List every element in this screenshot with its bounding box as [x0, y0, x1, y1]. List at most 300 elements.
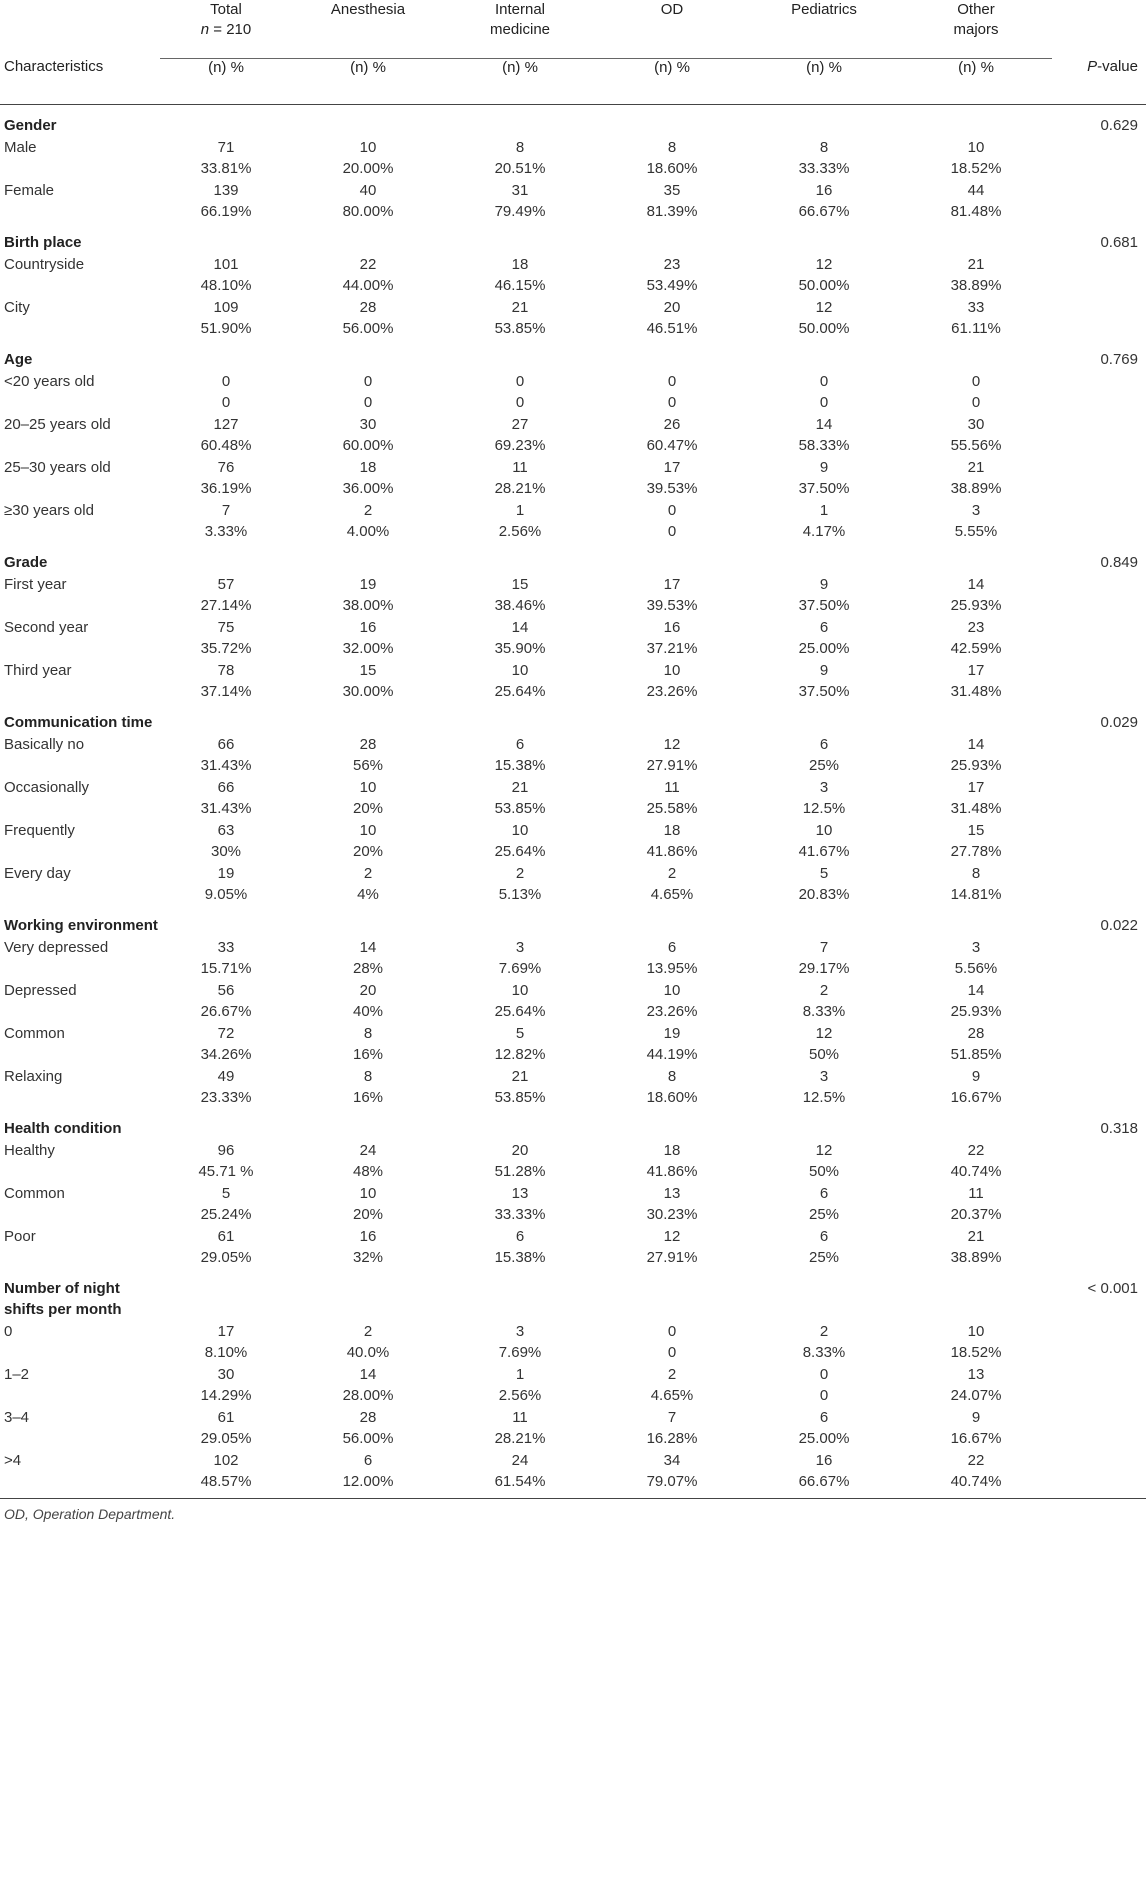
- count-cell: 22: [359, 255, 377, 273]
- percent-cell: 8.10%: [204, 1343, 248, 1361]
- percent-cell: 29.17%: [798, 959, 850, 977]
- percent-cell: 38.89%: [950, 479, 1002, 497]
- count-cell: 0: [971, 372, 981, 390]
- count-cell: 10: [967, 138, 985, 156]
- count-cell: 0: [667, 1322, 677, 1340]
- percent-cell: 50.00%: [798, 319, 850, 337]
- percent-cell: 37.50%: [798, 596, 850, 614]
- percent-cell: 81.48%: [950, 202, 1002, 220]
- characteristics-header: Characteristics: [0, 58, 160, 104]
- percent-cell: 48%: [352, 1162, 384, 1180]
- count-cell: 1: [819, 501, 829, 519]
- percent-cell: 8.33%: [802, 1343, 846, 1361]
- table-row-percent: [0, 595, 1146, 616]
- count-cell: 15: [967, 821, 985, 839]
- count-cell: 44: [967, 181, 985, 199]
- row-label: Relaxing: [4, 1067, 63, 1085]
- row-label: Healthy: [4, 1141, 55, 1159]
- percent-cell: 0: [667, 522, 677, 540]
- count-cell: 18: [663, 821, 681, 839]
- count-cell: 27: [511, 415, 529, 433]
- table-row-count: [0, 1449, 1146, 1471]
- p-value: 0.629: [1100, 116, 1138, 134]
- percent-cell: 16.67%: [950, 1429, 1002, 1447]
- table-row-percent: [0, 841, 1146, 862]
- count-cell: 1: [515, 501, 525, 519]
- count-cell: 6: [819, 618, 829, 636]
- count-cell: 12: [815, 298, 833, 316]
- row-label: >4: [4, 1451, 22, 1469]
- table-row-percent: [0, 958, 1146, 979]
- row-label: Occasionally: [4, 778, 90, 796]
- percent-cell: 45.71 %: [198, 1162, 254, 1180]
- count-cell: 6: [819, 1184, 829, 1202]
- percent-cell: 30.00%: [342, 682, 394, 700]
- unit-label: (n) %: [596, 58, 748, 104]
- p-value: 0.029: [1100, 713, 1138, 731]
- percent-cell: 18.52%: [950, 159, 1002, 177]
- row-label: Countryside: [4, 255, 85, 273]
- percent-cell: 69.23%: [494, 436, 546, 454]
- p-value: 0.849: [1100, 553, 1138, 571]
- count-cell: 10: [359, 821, 377, 839]
- table-row-count: [0, 1363, 1146, 1385]
- count-cell: 14: [511, 618, 529, 636]
- count-cell: 8: [667, 1067, 677, 1085]
- section-header-row: [0, 1268, 1146, 1320]
- count-cell: 19: [663, 1024, 681, 1042]
- table-row-percent: [0, 435, 1146, 456]
- count-cell: 5: [515, 1024, 525, 1042]
- percent-cell: 9.05%: [204, 885, 248, 903]
- table-row-count: [0, 253, 1146, 275]
- count-cell: 13: [967, 1365, 985, 1383]
- count-cell: 15: [511, 575, 529, 593]
- count-cell: 30: [217, 1365, 235, 1383]
- table-row-percent: [0, 478, 1146, 499]
- count-cell: 7: [667, 1408, 677, 1426]
- percent-cell: 12.5%: [802, 1088, 846, 1106]
- count-cell: 22: [967, 1451, 985, 1469]
- count-cell: 7: [221, 501, 231, 519]
- percent-cell: 25%: [808, 1248, 840, 1266]
- p-value: 0.681: [1100, 233, 1138, 251]
- percent-cell: 5.56%: [954, 959, 998, 977]
- count-cell: 11: [512, 1408, 528, 1426]
- count-cell: 21: [511, 298, 529, 316]
- table-row-count: [0, 1139, 1146, 1161]
- section-title: Working environment: [4, 916, 158, 934]
- percent-cell: 46.15%: [494, 276, 546, 294]
- percent-cell: 0: [971, 393, 981, 411]
- percent-cell: 32%: [352, 1248, 384, 1266]
- pvalue-header: P-value: [1052, 58, 1146, 104]
- percent-cell: 35.72%: [200, 639, 252, 657]
- count-cell: 9: [971, 1408, 981, 1426]
- count-cell: 11: [512, 458, 528, 476]
- percent-cell: 3.33%: [204, 522, 248, 540]
- percent-cell: 50.00%: [798, 276, 850, 294]
- count-cell: 21: [511, 778, 529, 796]
- percent-cell: 27.91%: [646, 1248, 698, 1266]
- table-row-count: [0, 862, 1146, 884]
- count-cell: 17: [663, 458, 681, 476]
- count-cell: 61: [217, 1408, 235, 1426]
- percent-cell: 25.93%: [950, 1002, 1002, 1020]
- table-row-percent: [0, 638, 1146, 659]
- count-cell: 3: [515, 1322, 525, 1340]
- count-cell: 72: [217, 1024, 235, 1042]
- percent-cell: 27.91%: [646, 756, 698, 774]
- table-row-percent: [0, 1087, 1146, 1108]
- row-label: First year: [4, 575, 67, 593]
- percent-cell: 20.51%: [494, 159, 546, 177]
- percent-cell: 41.86%: [646, 842, 698, 860]
- percent-cell: 7.69%: [498, 959, 542, 977]
- count-cell: 10: [359, 1184, 377, 1202]
- count-cell: 76: [217, 458, 235, 476]
- table-bottom-rule: [0, 1498, 1146, 1499]
- count-cell: 8: [667, 138, 677, 156]
- count-cell: 31: [511, 181, 529, 199]
- percent-cell: 0: [515, 393, 525, 411]
- row-label: Common: [4, 1184, 65, 1202]
- count-cell: 6: [819, 735, 829, 753]
- count-cell: 28: [359, 1408, 377, 1426]
- percent-cell: 7.69%: [498, 1343, 542, 1361]
- count-cell: 18: [359, 458, 377, 476]
- count-cell: 0: [515, 372, 525, 390]
- row-label: Basically no: [4, 735, 85, 753]
- table-footnote: OD, Operation Department.: [4, 1505, 176, 1522]
- table-row-percent: [0, 1204, 1146, 1225]
- row-label: 1–2: [4, 1365, 30, 1383]
- percent-cell: 34.26%: [200, 1045, 252, 1063]
- percent-cell: 53.85%: [494, 799, 546, 817]
- count-cell: 18: [663, 1141, 681, 1159]
- percent-cell: 29.05%: [200, 1248, 252, 1266]
- percent-cell: 15.38%: [494, 756, 546, 774]
- percent-cell: 56%: [352, 756, 384, 774]
- count-cell: 10: [511, 821, 529, 839]
- percent-cell: 2.56%: [498, 1386, 542, 1404]
- percent-cell: 31.48%: [950, 682, 1002, 700]
- count-cell: 6: [819, 1227, 829, 1245]
- percent-cell: 15.71%: [200, 959, 252, 977]
- count-cell: 2: [667, 864, 677, 882]
- count-cell: 30: [359, 415, 377, 433]
- count-cell: 14: [967, 735, 985, 753]
- percent-cell: 38.00%: [342, 596, 394, 614]
- count-cell: 35: [663, 181, 681, 199]
- percent-cell: 66.19%: [200, 202, 252, 220]
- count-cell: 3: [971, 938, 981, 956]
- count-cell: 0: [819, 372, 829, 390]
- percent-cell: 25.58%: [646, 799, 698, 817]
- count-cell: 8: [363, 1024, 373, 1042]
- count-cell: 139: [213, 181, 239, 199]
- percent-cell: 36.19%: [200, 479, 252, 497]
- row-label: Every day: [4, 864, 71, 882]
- row-label: 3–4: [4, 1408, 30, 1426]
- table-row-count: [0, 659, 1146, 681]
- count-cell: 28: [359, 298, 377, 316]
- count-cell: 21: [967, 255, 985, 273]
- percent-cell: 12.5%: [802, 799, 846, 817]
- table-row-count: [0, 136, 1146, 158]
- table-row-percent: [0, 884, 1146, 905]
- percent-cell: 33.33%: [798, 159, 850, 177]
- count-cell: 0: [363, 372, 373, 390]
- percent-cell: 5.13%: [498, 885, 542, 903]
- header-row-groups: [0, 0, 1146, 58]
- percent-cell: 23.26%: [646, 682, 698, 700]
- percent-cell: 31.43%: [200, 799, 252, 817]
- header-row-units: [0, 58, 1146, 104]
- count-cell: 10: [967, 1322, 985, 1340]
- count-cell: 16: [815, 1451, 833, 1469]
- count-cell: 17: [967, 778, 985, 796]
- count-cell: 17: [663, 575, 681, 593]
- percent-cell: 33.81%: [200, 159, 252, 177]
- percent-cell: 12.82%: [494, 1045, 546, 1063]
- row-label: Female: [4, 181, 55, 199]
- percent-cell: 42.59%: [950, 639, 1002, 657]
- percent-cell: 41.67%: [798, 842, 850, 860]
- percent-cell: 38.89%: [950, 276, 1002, 294]
- count-cell: 14: [815, 415, 833, 433]
- count-cell: 18: [511, 255, 529, 273]
- percent-cell: 0: [221, 393, 231, 411]
- count-cell: 12: [815, 1024, 833, 1042]
- count-cell: 10: [359, 778, 377, 796]
- percent-cell: 39.53%: [646, 479, 698, 497]
- table-row-count: [0, 1225, 1146, 1247]
- table-row-percent: [0, 201, 1146, 222]
- percent-cell: 20%: [352, 842, 384, 860]
- count-cell: 8: [515, 138, 525, 156]
- table-row-percent: [0, 1161, 1146, 1182]
- percent-cell: 61.54%: [494, 1472, 546, 1490]
- p-value: < 0.001: [1087, 1279, 1138, 1297]
- percent-cell: 55.56%: [950, 436, 1002, 454]
- section-title: Grade: [4, 553, 48, 571]
- percent-cell: 79.07%: [646, 1472, 698, 1490]
- count-cell: 28: [359, 735, 377, 753]
- percent-cell: 0: [667, 1343, 677, 1361]
- count-cell: 2: [819, 1322, 829, 1340]
- percent-cell: 23.33%: [200, 1088, 252, 1106]
- count-cell: 10: [359, 138, 377, 156]
- count-cell: 3: [515, 938, 525, 956]
- percent-cell: 25.64%: [494, 842, 546, 860]
- percent-cell: 40.0%: [346, 1343, 390, 1361]
- count-cell: 0: [667, 372, 677, 390]
- count-cell: 9: [819, 661, 829, 679]
- percent-cell: 40.74%: [950, 1472, 1002, 1490]
- percent-cell: 53.85%: [494, 319, 546, 337]
- count-cell: 10: [511, 981, 529, 999]
- section-title: Age: [4, 350, 33, 368]
- count-cell: 40: [359, 181, 377, 199]
- count-cell: 3: [819, 1067, 829, 1085]
- table-row-count: [0, 499, 1146, 521]
- table-row-count: [0, 979, 1146, 1001]
- table-row-count: [0, 296, 1146, 318]
- unit-label: (n) %: [160, 58, 292, 104]
- table-row-count: [0, 1065, 1146, 1087]
- row-label: Frequently: [4, 821, 75, 839]
- count-cell: 16: [359, 1227, 377, 1245]
- percent-cell: 20.83%: [798, 885, 850, 903]
- count-cell: 2: [363, 864, 373, 882]
- count-cell: 8: [971, 864, 981, 882]
- column-header-pediatrics: Pediatrics: [748, 0, 900, 58]
- percent-cell: 38.89%: [950, 1248, 1002, 1266]
- row-label: Very depressed: [4, 938, 109, 956]
- count-cell: 127: [213, 415, 239, 433]
- count-cell: 3: [971, 501, 981, 519]
- percent-cell: 37.21%: [646, 639, 698, 657]
- count-cell: 6: [363, 1451, 373, 1469]
- p-value: 0.022: [1100, 916, 1138, 934]
- percent-cell: 60.48%: [200, 436, 252, 454]
- percent-cell: 0: [667, 393, 677, 411]
- count-cell: 9: [819, 458, 829, 476]
- count-cell: 14: [967, 981, 985, 999]
- unit-label: (n) %: [900, 58, 1052, 104]
- row-label: 0: [4, 1322, 13, 1340]
- table-row-percent: [0, 1385, 1146, 1406]
- percent-cell: 2.56%: [498, 522, 542, 540]
- count-cell: 7: [819, 938, 829, 956]
- count-cell: 20: [359, 981, 377, 999]
- table-row-percent: [0, 681, 1146, 702]
- percent-cell: 48.57%: [200, 1472, 252, 1490]
- table-row-percent: [0, 798, 1146, 819]
- unit-label: (n) %: [444, 58, 596, 104]
- table-row-percent: [0, 1044, 1146, 1065]
- percent-cell: 37.14%: [200, 682, 252, 700]
- percent-cell: 51.90%: [200, 319, 252, 337]
- percent-cell: 25.00%: [798, 639, 850, 657]
- percent-cell: 60.47%: [646, 436, 698, 454]
- percent-cell: 44.00%: [342, 276, 394, 294]
- table-row-count: [0, 573, 1146, 595]
- table-row-count: [0, 179, 1146, 201]
- row-label: Common: [4, 1024, 65, 1042]
- table-row-percent: [0, 1247, 1146, 1268]
- table-row-percent: [0, 392, 1146, 413]
- percent-cell: 28%: [352, 959, 384, 977]
- percent-cell: 25%: [808, 1205, 840, 1223]
- percent-cell: 58.33%: [798, 436, 850, 454]
- percent-cell: 18.52%: [950, 1343, 1002, 1361]
- table-row-count: [0, 1320, 1146, 1342]
- count-cell: 3: [819, 778, 829, 796]
- table-row-count: [0, 936, 1146, 958]
- table-row-count: [0, 733, 1146, 755]
- p-value: 0.318: [1100, 1119, 1138, 1137]
- percent-cell: 26.67%: [200, 1002, 252, 1020]
- count-cell: 0: [221, 372, 231, 390]
- table-row-percent: [0, 1471, 1146, 1492]
- count-cell: 5: [221, 1184, 231, 1202]
- table-row-percent: [0, 521, 1146, 542]
- count-cell: 15: [359, 661, 377, 679]
- table-row-count: [0, 1406, 1146, 1428]
- count-cell: 14: [359, 938, 377, 956]
- count-cell: 24: [359, 1141, 377, 1159]
- percent-cell: 14.29%: [200, 1386, 252, 1404]
- section-header-row: [0, 1108, 1146, 1139]
- percent-cell: 0: [363, 393, 373, 411]
- count-cell: 57: [217, 575, 235, 593]
- count-cell: 75: [217, 618, 235, 636]
- percent-cell: 15.38%: [494, 1248, 546, 1266]
- percent-cell: 32.00%: [342, 639, 394, 657]
- row-label: City: [4, 298, 30, 316]
- count-cell: 61: [217, 1227, 235, 1245]
- unit-label: (n) %: [748, 58, 900, 104]
- count-cell: 12: [815, 1141, 833, 1159]
- row-label: ≥30 years old: [4, 501, 94, 519]
- count-cell: 5: [819, 864, 829, 882]
- percent-cell: 4.00%: [346, 522, 390, 540]
- count-cell: 23: [967, 618, 985, 636]
- count-cell: 12: [815, 255, 833, 273]
- section-header-row: [0, 905, 1146, 936]
- percent-cell: 4.65%: [650, 1386, 694, 1404]
- percent-cell: 46.51%: [646, 319, 698, 337]
- section-header-row: [0, 542, 1146, 573]
- column-header-total: Total n = 210: [160, 0, 292, 58]
- count-cell: 13: [663, 1184, 681, 1202]
- percent-cell: 23.26%: [646, 1002, 698, 1020]
- count-cell: 23: [663, 255, 681, 273]
- percent-cell: 28.00%: [342, 1386, 394, 1404]
- percent-cell: 25.64%: [494, 1002, 546, 1020]
- row-label: 25–30 years old: [4, 458, 111, 476]
- percent-cell: 28.21%: [494, 1429, 546, 1447]
- percent-cell: 36.00%: [342, 479, 394, 497]
- count-cell: 8: [363, 1067, 373, 1085]
- percent-cell: 20.37%: [950, 1205, 1002, 1223]
- count-cell: 71: [217, 138, 235, 156]
- column-header-anesthesia: Anesthesia: [292, 0, 444, 58]
- count-cell: 26: [663, 415, 681, 433]
- percent-cell: 30%: [210, 842, 242, 860]
- table-row-count: [0, 776, 1146, 798]
- percent-cell: 12.00%: [342, 1472, 394, 1490]
- count-cell: 56: [217, 981, 235, 999]
- percent-cell: 66.67%: [798, 202, 850, 220]
- section-title: Health condition: [4, 1119, 122, 1137]
- percent-cell: 18.60%: [646, 1088, 698, 1106]
- count-cell: 16: [663, 618, 681, 636]
- p-value: 0.769: [1100, 350, 1138, 368]
- percent-cell: 25%: [808, 756, 840, 774]
- count-cell: 14: [967, 575, 985, 593]
- row-label: Third year: [4, 661, 72, 679]
- table-row-count: [0, 456, 1146, 478]
- percent-cell: 20.00%: [342, 159, 394, 177]
- count-cell: 14: [359, 1365, 377, 1383]
- table-row-percent: [0, 755, 1146, 776]
- count-cell: 96: [217, 1141, 235, 1159]
- percent-cell: 13.95%: [646, 959, 698, 977]
- count-cell: 30: [967, 415, 985, 433]
